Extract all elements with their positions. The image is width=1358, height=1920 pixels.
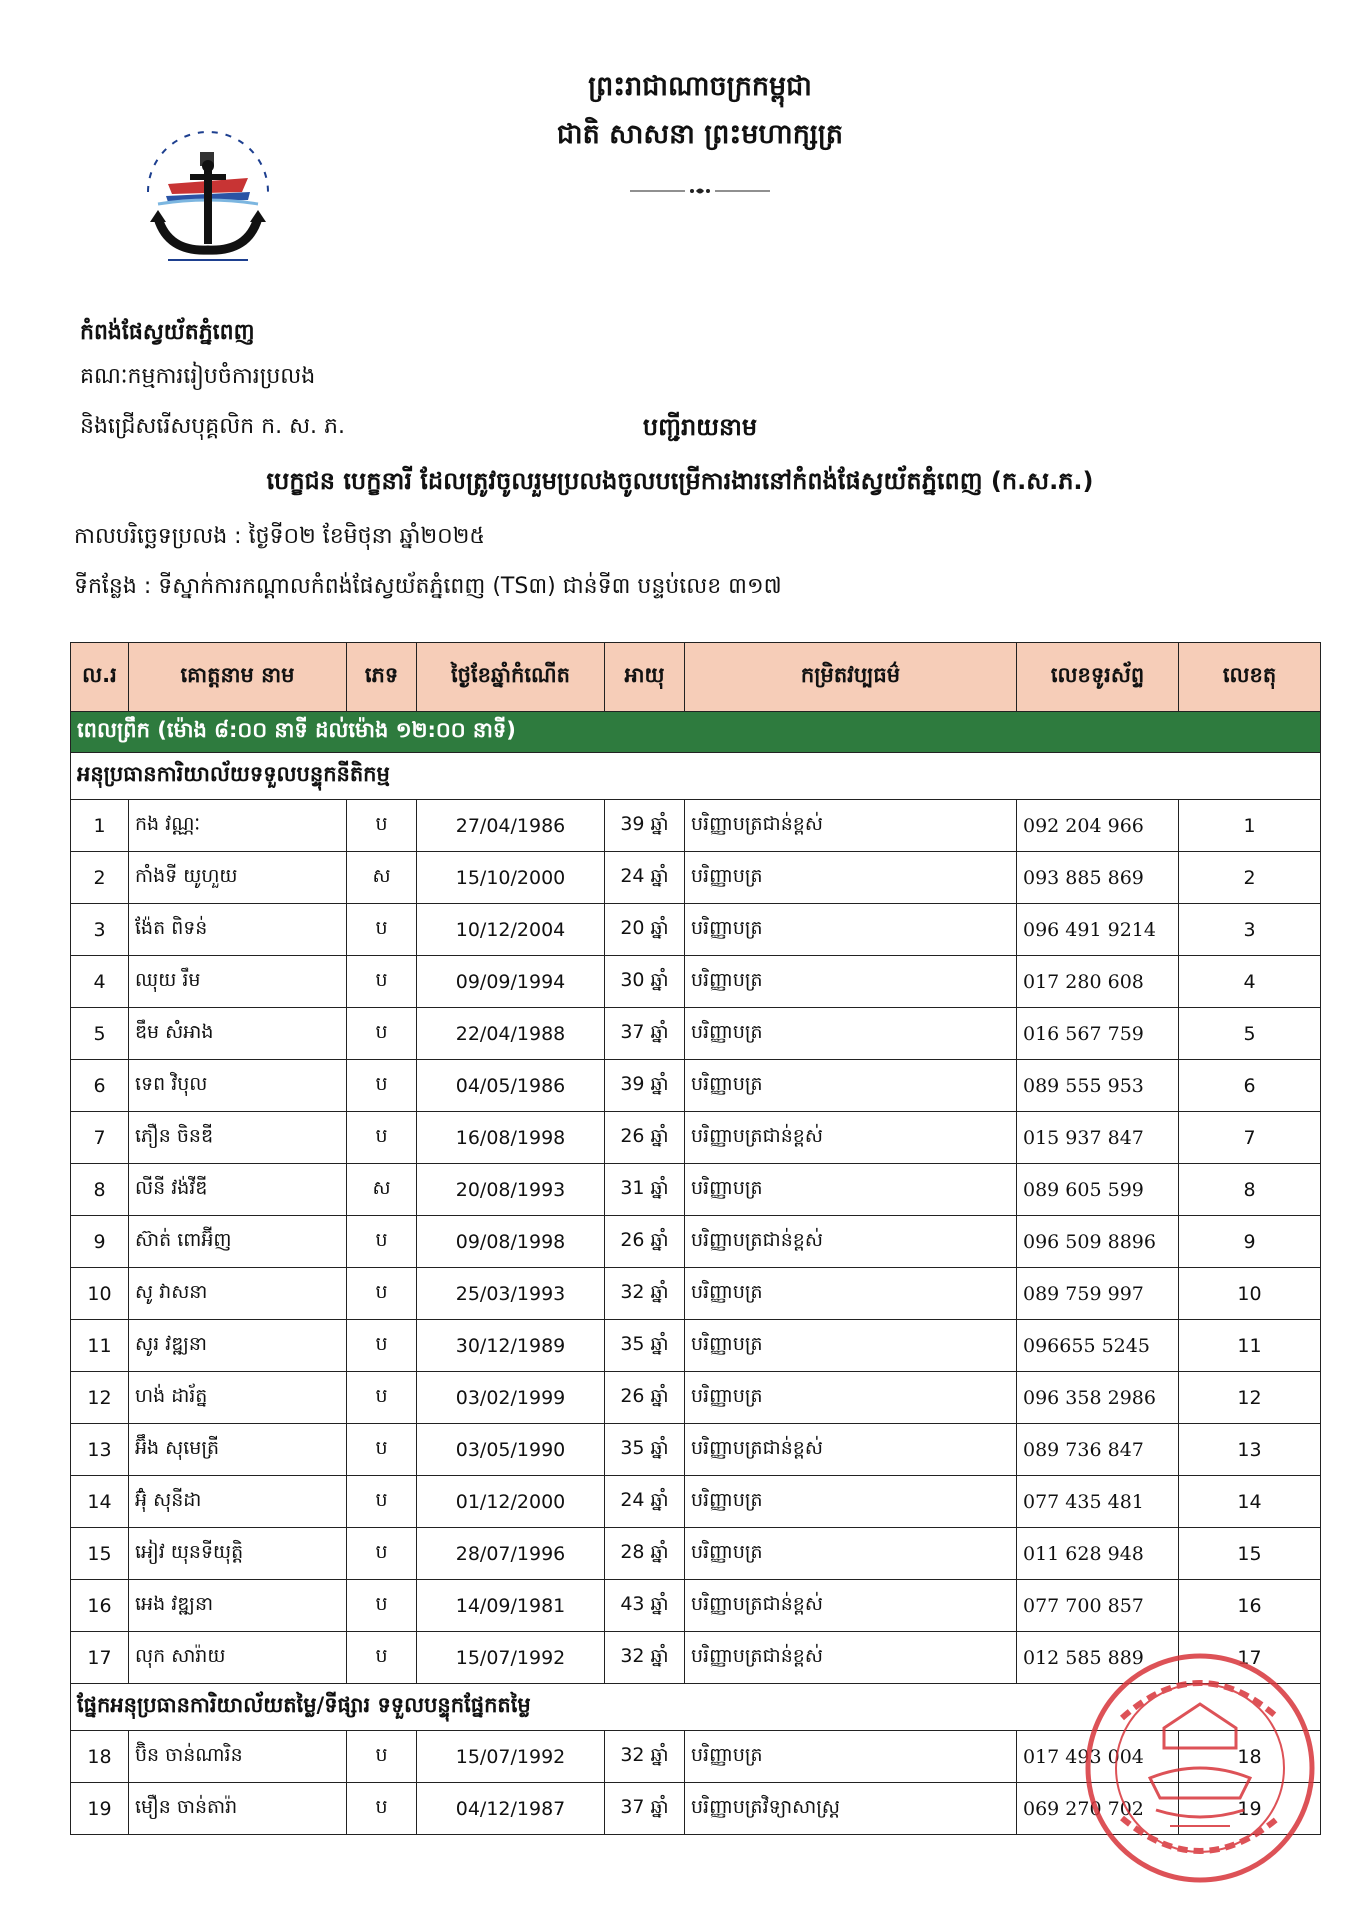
- cell-dob: 22/04/1988: [417, 1008, 605, 1060]
- cell-age: 24 ឆ្នាំ: [605, 852, 685, 904]
- cell-education: បរិញ្ញាបត្រ: [685, 1528, 1017, 1580]
- cell-desk: 2: [1179, 852, 1321, 904]
- cell-sex: ប: [347, 1731, 417, 1783]
- cell-phone: 012 585 889: [1017, 1632, 1179, 1684]
- cell-desk: 15: [1179, 1528, 1321, 1580]
- cell-phone: 089 736 847: [1017, 1424, 1179, 1476]
- cell-desk: 14: [1179, 1476, 1321, 1528]
- cell-no: 4: [71, 956, 129, 1008]
- cell-name: ភឿន ចិនឌី: [129, 1112, 347, 1164]
- cell-no: 8: [71, 1164, 129, 1216]
- table-row: [71, 1528, 1321, 1580]
- cell-age: 26 ឆ្នាំ: [605, 1216, 685, 1268]
- cell-education: បរិញ្ញាបត្រ: [685, 1164, 1017, 1216]
- cell-phone: 089 759 997: [1017, 1268, 1179, 1320]
- cell-age: 35 ឆ្នាំ: [605, 1320, 685, 1372]
- cell-sex: ប: [347, 1580, 417, 1632]
- cell-dob: 14/09/1981: [417, 1580, 605, 1632]
- cell-dob: 15/10/2000: [417, 852, 605, 904]
- cell-phone: 011 628 948: [1017, 1528, 1179, 1580]
- cell-age: 26 ឆ្នាំ: [605, 1372, 685, 1424]
- cell-desk: 6: [1179, 1060, 1321, 1112]
- cell-age: 24 ឆ្នាំ: [605, 1476, 685, 1528]
- cell-education: បរិញ្ញាបត្រ: [685, 1268, 1017, 1320]
- ornament-divider-icon: [630, 186, 770, 196]
- cell-no: 9: [71, 1216, 129, 1268]
- cell-desk: 10: [1179, 1268, 1321, 1320]
- cell-name: ស៊ាត់ ពោអ៊ីញ: [129, 1216, 347, 1268]
- cell-sex: ប: [347, 904, 417, 956]
- cell-phone: 017 280 608: [1017, 956, 1179, 1008]
- cell-dob: 04/05/1986: [417, 1060, 605, 1112]
- cell-phone: 017 493 004: [1017, 1731, 1179, 1783]
- cell-no: 10: [71, 1268, 129, 1320]
- cell-education: បរិញ្ញាបត្រ: [685, 1320, 1017, 1372]
- table-row: [71, 852, 1321, 904]
- table-row: [71, 1320, 1321, 1372]
- cell-phone: 077 435 481: [1017, 1476, 1179, 1528]
- table-row: [71, 1424, 1321, 1476]
- cell-education: បរិញ្ញាបត្រ: [685, 1008, 1017, 1060]
- cell-dob: 20/08/1993: [417, 1164, 605, 1216]
- cell-education: បរិញ្ញាបត្រ: [685, 1060, 1017, 1112]
- cell-desk: 1: [1179, 800, 1321, 852]
- cell-dob: 09/09/1994: [417, 956, 605, 1008]
- cell-no: 7: [71, 1112, 129, 1164]
- cell-dob: 04/12/1987: [417, 1783, 605, 1835]
- table-row: [71, 904, 1321, 956]
- col-header-age: អាយុ: [605, 643, 685, 712]
- cell-phone: 016 567 759: [1017, 1008, 1179, 1060]
- cell-name: សូ វាសនា: [129, 1268, 347, 1320]
- cell-dob: 15/07/1992: [417, 1632, 605, 1684]
- national-motto: ជាតិ សាសនា ព្រះមហាក្សត្រ: [556, 119, 844, 150]
- cell-sex: ប: [347, 956, 417, 1008]
- cell-phone: 096655 5245: [1017, 1320, 1179, 1372]
- col-header-sex: ភេទ: [347, 643, 417, 712]
- cell-sex: ប: [347, 1008, 417, 1060]
- cell-dob: 16/08/1998: [417, 1112, 605, 1164]
- table-row: [71, 956, 1321, 1008]
- cell-dob: 09/08/1998: [417, 1216, 605, 1268]
- cell-education: បរិញ្ញាបត្រជាន់ខ្ពស់: [685, 1112, 1017, 1164]
- cell-phone: 089 555 953: [1017, 1060, 1179, 1112]
- cell-sex: ប: [347, 1783, 417, 1835]
- cell-desk: 19: [1179, 1783, 1321, 1835]
- cell-name: កង វណ្ណៈ: [129, 800, 347, 852]
- cell-dob: 10/12/2004: [417, 904, 605, 956]
- cell-phone: 096 358 2986: [1017, 1372, 1179, 1424]
- table-row: [71, 1268, 1321, 1320]
- col-header-dob: ថ្ងៃខែឆ្នាំកំណើត: [417, 643, 605, 712]
- department-label: ផ្នែកអនុប្រធានការិយាល័យតម្លៃ/ទីផ្សារ ទទួលបន្ទុកផ្នែកតម្លៃ: [71, 1684, 1321, 1731]
- cell-sex: ប: [347, 1528, 417, 1580]
- document-subtitle: បេក្ខជន បេក្ខនារី ដែលត្រូវចូលរួមប្រលងចូលបម្រើការងារនៅកំពង់ផែស្វយ័តភ្នំពេញ (ក.ស.ភ.): [266, 467, 1094, 495]
- cell-education: បរិញ្ញាបត្រជាន់ខ្ពស់: [685, 800, 1017, 852]
- department-row: [71, 753, 1321, 800]
- col-header-education: កម្រិតវប្បធម៌: [685, 643, 1017, 712]
- table-row: [71, 1060, 1321, 1112]
- cell-phone: 092 204 966: [1017, 800, 1179, 852]
- official-seal-stamp: [1080, 1648, 1320, 1888]
- cell-name: សូរ វឌ្ឍនា: [129, 1320, 347, 1372]
- cell-desk: 5: [1179, 1008, 1321, 1060]
- cell-age: 37 ឆ្នាំ: [605, 1783, 685, 1835]
- cell-age: 28 ឆ្នាំ: [605, 1528, 685, 1580]
- cell-sex: ប: [347, 1424, 417, 1476]
- cell-no: 19: [71, 1783, 129, 1835]
- cell-phone: 069 270 702: [1017, 1783, 1179, 1835]
- cell-age: 32 ឆ្នាំ: [605, 1632, 685, 1684]
- cell-age: 32 ឆ្នាំ: [605, 1731, 685, 1783]
- cell-no: 18: [71, 1731, 129, 1783]
- cell-education: បរិញ្ញាបត្រវិទ្យាសាស្ត្រ: [685, 1783, 1017, 1835]
- cell-name: លីនី វង់វីឌី: [129, 1164, 347, 1216]
- cell-education: បរិញ្ញាបត្រជាន់ខ្ពស់: [685, 1424, 1017, 1476]
- cell-age: 39 ឆ្នាំ: [605, 1060, 685, 1112]
- cell-no: 13: [71, 1424, 129, 1476]
- col-header-phone: លេខទូរស័ព្ទ: [1017, 643, 1179, 712]
- cell-sex: ប: [347, 1476, 417, 1528]
- committee-line-2: និងជ្រើសរើសបុគ្គលិក ក. ស. ភ.: [80, 414, 345, 439]
- cell-education: បរិញ្ញាបត្រ: [685, 1372, 1017, 1424]
- cell-education: បរិញ្ញាបត្រជាន់ខ្ពស់: [685, 1632, 1017, 1684]
- cell-sex: ប: [347, 1372, 417, 1424]
- cell-sex: ប: [347, 1216, 417, 1268]
- cell-education: បរិញ្ញាបត្រ: [685, 852, 1017, 904]
- cell-age: 39 ឆ្នាំ: [605, 800, 685, 852]
- cell-education: បរិញ្ញាបត្រ: [685, 904, 1017, 956]
- cell-name: មឿន ចាន់តារ៉ា: [129, 1783, 347, 1835]
- cell-name: ទេព វិបុល: [129, 1060, 347, 1112]
- cell-dob: 15/07/1992: [417, 1731, 605, 1783]
- cell-name: អ៊ឹង សុមេត្រី: [129, 1424, 347, 1476]
- exam-location: ទីកន្លែង : ទីស្នាក់ការកណ្ដាលកំពង់ផែស្វយ័តភ្នំពេញ (TS៣) ជាន់ទី៣ បន្ទប់លេខ ៣១៧: [74, 574, 782, 599]
- cell-dob: 28/07/1996: [417, 1528, 605, 1580]
- table-row: [71, 1476, 1321, 1528]
- cell-name: ង៉ែត ពិទន់: [129, 904, 347, 956]
- cell-name: ឈុយ រឹម: [129, 956, 347, 1008]
- cell-no: 14: [71, 1476, 129, 1528]
- cell-no: 16: [71, 1580, 129, 1632]
- cell-age: 26 ឆ្នាំ: [605, 1112, 685, 1164]
- cell-education: បរិញ្ញាបត្រ: [685, 1731, 1017, 1783]
- cell-age: 20 ឆ្នាំ: [605, 904, 685, 956]
- table-row: [71, 1164, 1321, 1216]
- cell-sex: ស: [347, 852, 417, 904]
- cell-no: 12: [71, 1372, 129, 1424]
- cell-phone: 096 509 8896: [1017, 1216, 1179, 1268]
- cell-phone: 089 605 599: [1017, 1164, 1179, 1216]
- cell-dob: 27/04/1986: [417, 800, 605, 852]
- port-logo-icon: [128, 122, 288, 262]
- cell-desk: 11: [1179, 1320, 1321, 1372]
- table-row: [71, 1008, 1321, 1060]
- cell-name: កាំងទី យូហួយ: [129, 852, 347, 904]
- cell-name: ឌឹម សំអាង: [129, 1008, 347, 1060]
- cell-phone: 077 700 857: [1017, 1580, 1179, 1632]
- cell-sex: ប: [347, 1112, 417, 1164]
- cell-desk: 13: [1179, 1424, 1321, 1476]
- cell-no: 3: [71, 904, 129, 956]
- cell-sex: ប: [347, 1060, 417, 1112]
- cell-desk: 9: [1179, 1216, 1321, 1268]
- department-label: អនុប្រធានការិយាល័យទទួលបន្ទុកនីតិកម្ម: [71, 753, 1321, 800]
- cell-dob: 03/05/1990: [417, 1424, 605, 1476]
- cell-sex: ប: [347, 800, 417, 852]
- session-row: [71, 712, 1321, 753]
- exam-date: កាលបរិច្ឆេទប្រលង : ថ្ងៃទី០២ ខែមិថុនា ឆ្នាំ២០២៥: [74, 524, 485, 549]
- cell-desk: 12: [1179, 1372, 1321, 1424]
- cell-education: បរិញ្ញាបត្រ: [685, 956, 1017, 1008]
- table-row: [71, 1372, 1321, 1424]
- cell-no: 2: [71, 852, 129, 904]
- col-header-name: គោត្តនាម នាម: [129, 643, 347, 712]
- cell-dob: 01/12/2000: [417, 1476, 605, 1528]
- cell-sex: ស: [347, 1164, 417, 1216]
- cell-dob: 03/02/1999: [417, 1372, 605, 1424]
- cell-desk: 8: [1179, 1164, 1321, 1216]
- kingdom-heading: ព្រះរាជាណាចក្រកម្ពុជា: [588, 71, 812, 102]
- table-row: [71, 1580, 1321, 1632]
- cell-desk: 3: [1179, 904, 1321, 956]
- cell-dob: 25/03/1993: [417, 1268, 605, 1320]
- cell-age: 31 ឆ្នាំ: [605, 1164, 685, 1216]
- cell-no: 5: [71, 1008, 129, 1060]
- cell-desk: 7: [1179, 1112, 1321, 1164]
- cell-phone: 015 937 847: [1017, 1112, 1179, 1164]
- cell-desk: 18: [1179, 1731, 1321, 1783]
- cell-age: 43 ឆ្នាំ: [605, 1580, 685, 1632]
- col-header-desk: លេខតុ: [1179, 643, 1321, 712]
- cell-name: ប៊ិន ចាន់ណារិន: [129, 1731, 347, 1783]
- col-header-no: ល.រ: [71, 643, 129, 712]
- cell-name: អេង វឌ្ឍនា: [129, 1580, 347, 1632]
- committee-line-1: គណៈកម្មការរៀបចំការប្រលង: [80, 364, 316, 389]
- cell-age: 30 ឆ្នាំ: [605, 956, 685, 1008]
- cell-phone: 093 885 869: [1017, 852, 1179, 904]
- cell-sex: ប: [347, 1320, 417, 1372]
- cell-education: បរិញ្ញាបត្រជាន់ខ្ពស់: [685, 1216, 1017, 1268]
- table-header-row: [71, 643, 1321, 712]
- cell-education: បរិញ្ញាបត្រ: [685, 1476, 1017, 1528]
- organization-name: កំពង់ផែស្វយ័តភ្នំពេញ: [80, 320, 255, 345]
- session-label: ពេលព្រឹក (ម៉ោង ៨:០០ នាទី ដល់ម៉ោង ១២:០០ នាទី): [71, 712, 1321, 753]
- cell-no: 11: [71, 1320, 129, 1372]
- cell-phone: 096 491 9214: [1017, 904, 1179, 956]
- cell-dob: 30/12/1989: [417, 1320, 605, 1372]
- cell-name: អៀវ យុនទីយុត្តិ: [129, 1528, 347, 1580]
- cell-no: 6: [71, 1060, 129, 1112]
- cell-desk: 16: [1179, 1580, 1321, 1632]
- cell-name: អ៊ុំ សុនីដា: [129, 1476, 347, 1528]
- table-row: [71, 1216, 1321, 1268]
- cell-desk: 17: [1179, 1632, 1321, 1684]
- cell-no: 15: [71, 1528, 129, 1580]
- table-row: [71, 800, 1321, 852]
- document-title: បញ្ជីរាយនាម: [642, 413, 758, 441]
- table-row: [71, 1112, 1321, 1164]
- cell-name: ហង់ ដារ័ត្ន: [129, 1372, 347, 1424]
- cell-no: 1: [71, 800, 129, 852]
- cell-age: 32 ឆ្នាំ: [605, 1268, 685, 1320]
- cell-no: 17: [71, 1632, 129, 1684]
- cell-age: 37 ឆ្នាំ: [605, 1008, 685, 1060]
- cell-age: 35 ឆ្នាំ: [605, 1424, 685, 1476]
- cell-sex: ប: [347, 1632, 417, 1684]
- cell-desk: 4: [1179, 956, 1321, 1008]
- cell-name: លុក សារ៉ាយ: [129, 1632, 347, 1684]
- cell-sex: ប: [347, 1268, 417, 1320]
- cell-education: បរិញ្ញាបត្រជាន់ខ្ពស់: [685, 1580, 1017, 1632]
